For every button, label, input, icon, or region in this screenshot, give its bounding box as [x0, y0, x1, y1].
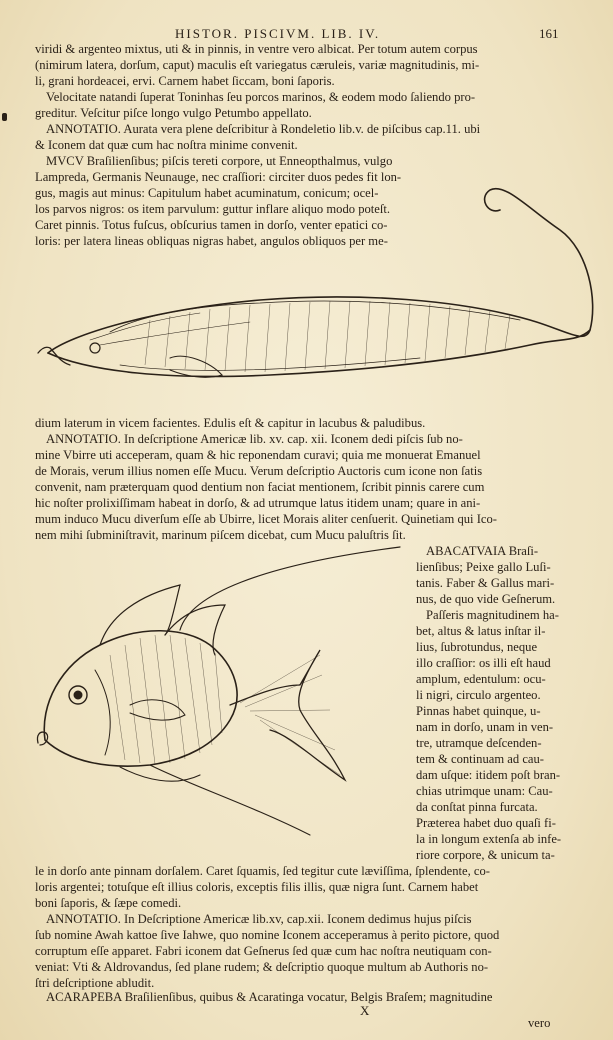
- text-line: greditur. Veſcitur piſce longo vulgo Petumbo appellato.: [35, 106, 312, 120]
- text-line: ANNOTATIO. Aurata vera plene deſcribitur à Rondeletio lib.v. de piſcibus cap.11. ubi: [46, 122, 481, 136]
- abacatuaia-fish-illustration: [0, 535, 400, 845]
- text-line: corruptum eſſe apparet. Fabri iconem dat Geſnerus ſed quæ cum hac noſtra neutiquam con-: [35, 944, 492, 958]
- text-line: illo craſſior: os illi eſt haud: [416, 656, 551, 670]
- text-line: li, grani hordeacei, ervi. Carnem habet ſiccam, boni ſaporis.: [35, 74, 335, 88]
- text-line: ABACATVAIA Braſi-: [426, 544, 539, 558]
- text-line: viridi & argenteo mixtus, uti & in pinnis, in ventre vero albicat. Per totum autem corpus: [35, 42, 478, 56]
- text-line: amplum, edentulum: ocu-: [416, 672, 546, 686]
- text-line: li nigri, circulo argenteo.: [416, 688, 541, 702]
- text-line: convenit, nam præterquam quod dentium non faciat mentionem, ſcribit pinnis carere cum: [35, 480, 485, 494]
- text-line: Lampreda, Germanis Neunauge, nec craſſiori: circiter duos pedes fit lon-: [35, 170, 402, 184]
- text-line: hic noſter prolixiſſimam habeat in dorſo, & ad utrumque latus itidem unam; quare in ani-: [35, 496, 481, 510]
- text-line: da conſtat pinna furcata.: [416, 800, 538, 814]
- text-line: tanis. Faber & Gallus mari-: [416, 576, 555, 590]
- text-line: lius, ſubrotundus, neque: [416, 640, 538, 654]
- text-line: la in longum extenſa ab infe-: [416, 832, 562, 846]
- text-line: de Morais, verum illius nomen eſſe Mucu. Verum deſcriptio Auctoris cum icone non ſatis: [35, 464, 483, 478]
- text-line: le in dorſo ante pinnam dorſalem. Caret ſquamis, ſed tegitur cute læviſſima, ſplendente, co-: [35, 864, 490, 878]
- catchword: vero: [528, 1016, 551, 1030]
- text-line: mum induco Mucu diverſum eſſe ab Ubirre, licet Morais aliter cenſuerit. Quinetiam qui Ico-: [35, 512, 497, 526]
- text-line: tre, utramque deſcenden-: [416, 736, 542, 750]
- text-line: nem mihi ſubminiſtravit, marinum piſcem dicebat, cum Mucu paluſtris ſit.: [35, 528, 406, 542]
- text-line: nam in dorſo, unam in ven-: [416, 720, 554, 734]
- signature-mark: X: [360, 1003, 370, 1018]
- text-line: (nimirum latera, dorſum, caput) maculis eſt variegatus cæruleis, variæ magnitudinis, mi-: [35, 58, 480, 72]
- text-line: veniat: Vti & Aldrovandus, ſed plane rudem; & deſcriptio quoque multum ab Authoris no-: [35, 960, 489, 974]
- text-line: ſtri deſcriptione abludit.: [35, 976, 155, 990]
- text-line: Caret pinnis. Totus fuſcus, obſcurius tamen in dorſo, venter epatici co-: [35, 218, 388, 232]
- text-line: tem & continuam ad cau-: [416, 752, 544, 766]
- text-line: Præterea habet duo quaſi fi-: [416, 816, 556, 830]
- text-line: lienſibus; Peixe gallo Luſi-: [416, 560, 551, 574]
- margin-mark: [2, 113, 7, 121]
- text-line: ſub nomine Awah kattoe ſive Iahwe, quo nomine Iconem acceperamus à perito pictore, quod: [35, 928, 500, 942]
- running-head: HISTOR. PISCIVM. LIB. IV.: [175, 26, 381, 41]
- text-line: ANNOTATIO. In Deſcriptione Americæ lib.xv, cap.xii. Iconem dedimus hujus piſcis: [46, 912, 472, 926]
- text-line: Paſſeris magnitudinem ha-: [426, 608, 559, 622]
- text-line: loris argentei; totuſque eſt illius coloris, exceptis filis illis, quæ nigra ſunt. Carnem habet: [35, 880, 479, 894]
- text-line: boni ſaporis, & ſæpe comedi.: [35, 896, 182, 910]
- text-line: chias utrimque unam: Cau-: [416, 784, 553, 798]
- text-line: gus, magis aut minus: Capitulum habet acuminatum, conicum; ocel-: [35, 186, 379, 200]
- text-line: nus, de quo vide Geſnerum.: [416, 592, 556, 606]
- text-line: mine Vbirre uti acceperam, quam & hic reponendam curavi; quia me monuerat Emanuel: [35, 448, 481, 462]
- mucu-eel-illustration: [0, 170, 613, 420]
- text-line: dam uſque: itidem poſt bran-: [416, 768, 561, 782]
- text-line: dium laterum in vicem facientes. Edulis eſt & capitur in lacubus & paludibus.: [35, 416, 426, 430]
- text-line: loris: per latera lineas obliquas nigras habet, angulos obliquos per me-: [35, 234, 388, 248]
- text-line: ACARAPEBA Braſilienſibus, quibus & Acaratinga vocatur, Belgis Braſem; magnitudine: [46, 990, 493, 1004]
- text-line: ANNOTATIO. In deſcriptione Americæ lib. xv. cap. xii. Iconem dedi piſcis ſub no-: [46, 432, 463, 446]
- text-line: los parvos nigros: os item parvulum: guttur inflare aliquo modo poteſt.: [35, 202, 391, 216]
- text-line: Velocitate natandi ſuperat Toninhas ſeu porcos marinos, & eodem modo ſaliendo pro-: [46, 90, 476, 104]
- text-line: riore corpore, & unicum ta-: [416, 848, 555, 862]
- page-number: 161: [539, 26, 559, 41]
- text-line: & Iconem dat quæ cum hac noſtra minime convenit.: [35, 138, 298, 152]
- text-line: MVCV Braſilienſibus; piſcis tereti corpore, ut Enneopthalmus, vulgo: [46, 154, 393, 168]
- text-line: Pinnas habet quinque, u-: [416, 704, 541, 718]
- text-line: bet, altus & latus inſtar il-: [416, 624, 546, 638]
